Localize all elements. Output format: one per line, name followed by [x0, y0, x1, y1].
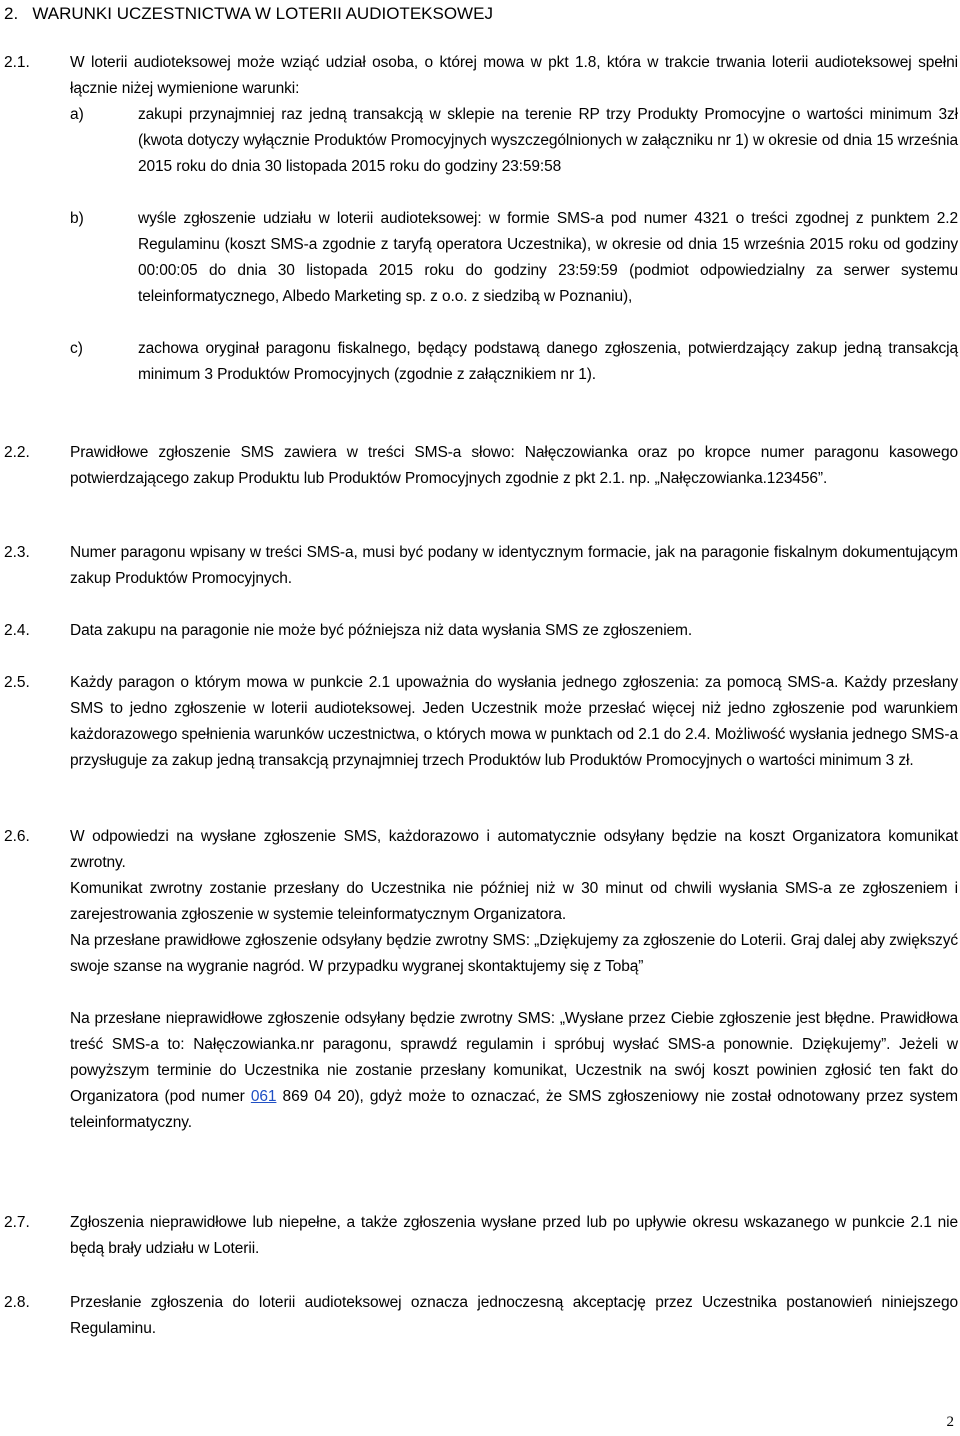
item-c-label: c) [70, 340, 83, 357]
section-2-1-intro: W loterii audioteksowej może wziąć udział osoba, o której mowa w pkt 1.8, która w trakcie trwania loterii audioteksowej spełni łącznie niżej wymienione warunki: [70, 54, 958, 97]
item-b-text: wyśle zgłoszenie udziału w loterii audioteksowej: w formie SMS-a pod numer 4321 o treści zgodnej z punktem 2.2 Regulaminu (koszt SMS-a zgodnie z taryfą operatora Uczestnika), w okresie od dnia 15 września 2015 roku od godziny 00:00:05 do dnia 30 listopada 2015 roku do godziny 23:59:59 (podmiot odpowiedzialny za serwer systemu teleinformatycznego, Albedo Marketing sp. z o.o. z siedzibą w Poznaniu), [138, 210, 958, 305]
section-2-5-text: Każdy paragon o którym mowa w punkcie 2.1 upoważnia do wysłania jednego zgłoszenia: za pomocą SMS-a. Każdy przesłany SMS to jedno zgłoszenie w loterii audioteksowej. Jeden Uczestnik może przesłać więcej niż jedno zgłoszenie pod warunkiem każdorazowego spełnienia warunków uczestnictwa, o których mowa w punktach od 2.1 do 2.4. Możliwość wysłania jednego SMS-a przysługuje za zakup jedną transakcją przynajmniej trzech Produktów lub Produktów Promocyjnych o wartości minimum 3 zł. [70, 674, 958, 769]
section-number-2-6: 2.6. [4, 828, 30, 845]
section-number-2-4: 2.4. [4, 622, 30, 639]
item-a-label: a) [70, 106, 84, 123]
section-number-2-2: 2.2. [4, 444, 30, 461]
section-2-2-text: Prawidłowe zgłoszenie SMS zawiera w treści SMS-a słowo: Nałęczowianka oraz po kropce numer paragonu kasowego potwierdzającego zakup Produktu lub Produktów Promocyjnych zgodnie z pkt 2.1. np. „Nałęczowianka.123456”. [70, 444, 958, 487]
section-2-6-p4-after: 869 04 20), gdyż może to oznaczać, że SMS zgłoszeniowy nie został odnotowany przez system teleinformatyczny. [70, 1088, 958, 1131]
page-number: 2 [946, 1414, 954, 1430]
section-2-6-p2: Komunikat zwrotny zostanie przesłany do Uczestnika nie później niż w 30 minut od chwili wysłania SMS-a ze zgłoszeniem i zarejestrowania zgłoszenie w systemie teleinformatycznym Organizatora. [70, 880, 958, 923]
section-2-7-text: Zgłoszenia nieprawidłowe lub niepełne, a także zgłoszenia wysłane przed lub po upływie okresu wskazanego w punkcie 2.1 nie będą brały udziału w Loterii. [70, 1214, 958, 1257]
section-2-4-text: Data zakupu na paragonie nie może być późniejsza niż data wysłania SMS ze zgłoszeniem. [70, 622, 693, 639]
section-heading: 2. WARUNKI UCZESTNICTWA W LOTERII AUDIOTEKSOWEJ [4, 4, 493, 23]
section-2-6-p4 [70, 1006, 958, 1136]
item-a-text: zakupi przynajmniej raz jedną transakcją w sklepie na terenie RP trzy Produkty Promocyjne o wartości minimum 3zł (kwota dotyczy wyłącznie Produktów Promocyjnych wyszczególnionych w załączniku nr 1) w okresie od dnia 15 września 2015 roku do dnia 30 listopada 2015 roku do godziny 23:59:58 [138, 106, 958, 175]
section-number-2-3: 2.3. [4, 544, 30, 561]
section-2-6-p3: Na przesłane prawidłowe zgłoszenie odsyłany będzie zwrotny SMS: „Dziękujemy za zgłoszenie do Loterii. Graj dalej aby zwiększyć swoje szanse na wygranie nagród. W przypadku wygranej skontaktujemy się z Tobą” [70, 932, 958, 975]
item-b-label: b) [70, 210, 84, 227]
section-2-6-body [70, 824, 958, 1136]
section-number-2-1: 2.1. [4, 54, 30, 71]
section-number-2-8: 2.8. [4, 1294, 30, 1311]
section-number-2-5: 2.5. [4, 674, 30, 691]
section-2-3-text: Numer paragonu wpisany w treści SMS-a, musi być podany w identycznym formacie, jak na paragonie fiskalnym dokumentującym zakup Produktów Promocyjnych. [70, 544, 958, 587]
section-2-8-text: Przesłanie zgłoszenia do loterii audioteksowej oznacza jednoczesną akceptację przez Uczestnika postanowień niniejszego Regulaminu. [70, 1294, 958, 1337]
section-number-2-7: 2.7. [4, 1214, 30, 1231]
phone-prefix-link[interactable]: 061 [250, 1088, 277, 1105]
section-2-6-p4-before: Na przesłane nieprawidłowe zgłoszenie odsyłany będzie zwrotny SMS: „Wysłane przez Ciebie zgłoszenie jest błędne. Prawidłowa treść SMS-a to: Nałęczowianka.nr paragonu, sprawdź regulamin i spróbuj wysłać SMS-a ponownie. Dziękujemy”. Jeżeli w powyższym terminie do Uczestnika nie zostanie przesłany komunikat, Uczestnik na swój koszt powinien zgłosić ten fakt do Organizatora (pod numer [70, 1010, 958, 1105]
section-2-6-p1: W odpowiedzi na wysłane zgłoszenie SMS, każdorazowo i automatycznie odsyłany będzie na koszt Organizatora komunikat zwrotny. [70, 828, 958, 871]
item-c-text: zachowa oryginał paragonu fiskalnego, będący podstawą danego zgłoszenia, potwierdzający zakup jedną transakcją minimum 3 Produktów Promocyjnych (zgodnie z załącznikiem nr 1). [138, 340, 958, 383]
